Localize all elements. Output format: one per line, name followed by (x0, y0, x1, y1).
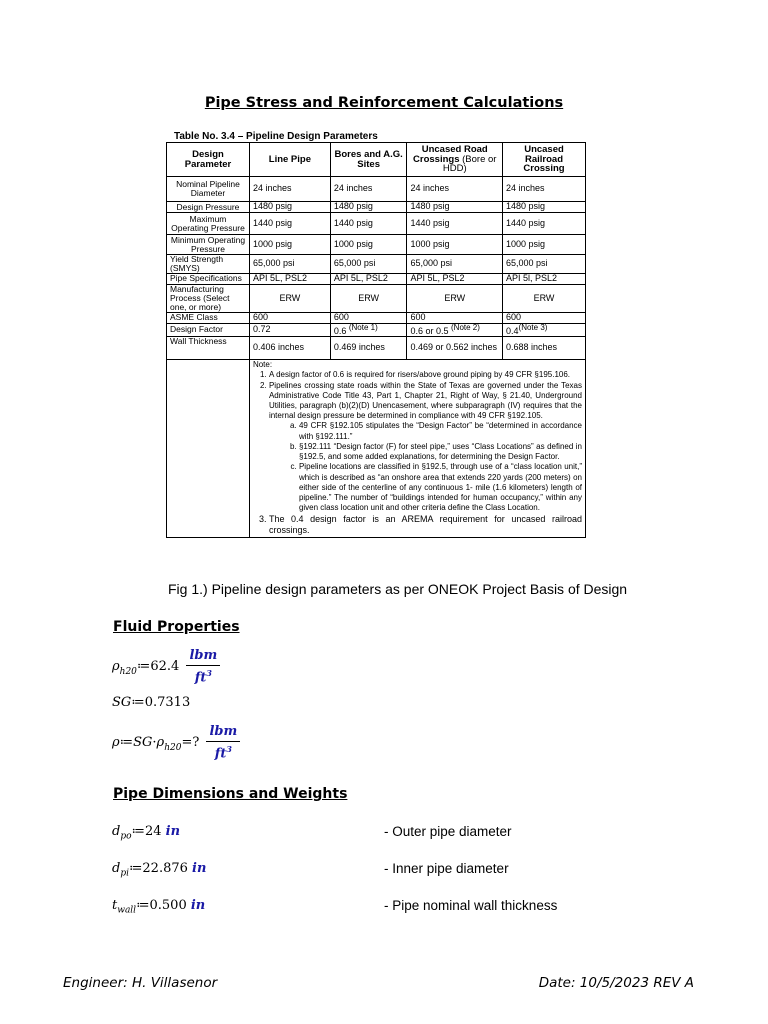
value-cell: ERW (407, 284, 503, 312)
value-cell: 65,000 psi (503, 255, 586, 274)
header-design-parameter: Design Parameter (167, 143, 250, 177)
value-cell: 1480 psig (407, 202, 503, 213)
rho-equation: $\rho≔SG\cdot\rho_{h20}=$? $\frac{\text{lbm}}{ft^3}$ (112, 724, 240, 761)
table-row (167, 235, 586, 255)
value-cell: 1440 psig (249, 213, 330, 235)
dpi-symbol: d (112, 861, 121, 876)
note-ref: (Note 2) (451, 322, 480, 332)
header-road-crossings (407, 143, 503, 177)
unit-lbm: lbm (206, 724, 240, 742)
table-row (167, 273, 586, 284)
value-cell: 1480 psig (330, 202, 407, 213)
dpo-equation: $d_{po}≔24$ in (112, 824, 181, 842)
note-item (269, 381, 582, 514)
footer-date: Date: 10/5/2023 REV A (538, 975, 694, 991)
density-unit (206, 724, 240, 761)
value-cell: 65,000 psi (249, 255, 330, 274)
value-cell: 24 inches (503, 177, 586, 202)
param-cell: Design Pressure (167, 202, 250, 213)
rho-h2o-value: 62.4 (150, 659, 180, 675)
value-cell: 0.469 or 0.562 inches (407, 337, 503, 360)
table-row (167, 337, 586, 360)
value-cell: 1440 psig (503, 213, 586, 235)
twall-equation: $t_{wall}≔0.500$ in (112, 898, 206, 916)
value-cell: API 5L, PSL2 (407, 273, 503, 284)
param-cell: Manufacturing Process (Select one, or more) (167, 284, 250, 312)
subnote-item: b. §192.111 “Design factor (F) for steel pipe,” uses “Class Locations” as defined in §192.5, and some added explanations, for determining the Design Factor. (299, 442, 582, 462)
twall-subscript: wall (117, 905, 137, 916)
header-road-label: Uncased Road Crossings (413, 143, 488, 165)
value-cell (407, 323, 503, 336)
notes-row (167, 360, 586, 538)
table-row (167, 177, 586, 202)
value-cell: 1480 psig (249, 202, 330, 213)
dpo-value: 24 (144, 824, 162, 839)
rho-h2o-equation: $\rho_{h20}≔62.4$ $\frac{\text{lbm}}{ft^3}$ (112, 648, 220, 685)
header-line-pipe: Line Pipe (249, 143, 330, 177)
value-cell: 24 inches (330, 177, 407, 202)
note-label: Note: (252, 360, 273, 370)
subnotes-list (269, 421, 582, 513)
table-caption: Table No. 3.4 – Pipeline Design Parameters (174, 131, 378, 142)
subnote-item: c. Pipeline locations are classified in §192.5, through use of a “class location unit,” which is described as “an onshore area that extends 220 yards (200 meters) on either side of the centerline of any continuous 1- mile (1.6 kilometers) length of pipeline.” The number of “buildings intended for human occupancy,” within any given class location unit and other criteria define the Class Location. (299, 462, 582, 513)
dpi-description: - Inner pipe diameter (384, 861, 509, 876)
unit-in: in (192, 861, 207, 876)
value-cell: 0.469 inches (330, 337, 407, 360)
dpi-equation: $d_{pi}≔22.876$ in (112, 861, 207, 879)
twall-description: - Pipe nominal wall thickness (384, 898, 558, 913)
value-cell: 600 (407, 312, 503, 323)
value-cell: API 5L, PSL2 (330, 273, 407, 284)
value-cell: 24 inches (407, 177, 503, 202)
value-cell: 0.72 (249, 323, 330, 336)
table-row (167, 213, 586, 235)
design-factor-value: 0.6 or 0.5 (410, 325, 449, 336)
design-parameters-table (166, 142, 586, 538)
value-cell (330, 323, 407, 336)
page-title: Pipe Stress and Reinforcement Calculations (204, 95, 564, 111)
notes-blank-cell (167, 360, 250, 538)
unit-in: in (165, 824, 181, 839)
param-cell: ASME Class (167, 312, 250, 323)
unit-in: in (190, 898, 206, 913)
footer-engineer: Engineer: H. Villasenor (63, 975, 218, 991)
subnote-item: a. 49 CFR §192.105 stipulates the “Design Factor” be “determined in accordance with §192.111.” (299, 421, 582, 441)
header-railroad: Uncased Railroad Crossing (503, 143, 586, 177)
note-item: 3. The 0.4 design factor is an AREMA requirement for uncased railroad crossings. (269, 514, 582, 537)
sg-equation: SG≔0.7313 (112, 695, 191, 710)
param-cell: Wall Thickness (167, 337, 250, 360)
param-cell: Maximum Operating Pressure (167, 213, 250, 235)
value-cell: 1000 psig (503, 235, 586, 255)
value-cell: 0.688 inches (503, 337, 586, 360)
unit-ft: ft (194, 670, 207, 686)
value-cell: 1000 psig (407, 235, 503, 255)
param-cell: Yield Strength (SMYS) (167, 255, 250, 274)
rho-result: ? (192, 735, 200, 751)
value-cell: 0.406 inches (249, 337, 330, 360)
twall-symbol: t (112, 898, 118, 913)
value-cell: API 5l, PSL2 (503, 273, 586, 284)
value-cell: 1440 psig (407, 213, 503, 235)
table-row (167, 255, 586, 274)
param-cell: Nominal Pipeline Diameter (167, 177, 250, 202)
value-cell: 600 (503, 312, 586, 323)
header-bores (330, 143, 407, 177)
value-cell: 1000 psig (330, 235, 407, 255)
value-cell: 1000 psig (249, 235, 330, 255)
notes-cell (249, 360, 585, 538)
figure-caption: Fig 1.) Pipeline design parameters as per ONEOK Project Basis of Design (168, 581, 628, 597)
value-cell: 1440 psig (330, 213, 407, 235)
value-cell: 24 inches (249, 177, 330, 202)
sg-value: 0.7313 (144, 695, 191, 710)
dpi-subscript: pi (120, 868, 129, 879)
design-factor-value: 0.6 (333, 325, 347, 336)
value-cell (503, 323, 586, 336)
unit-ft3: $ft^3$ (194, 668, 212, 686)
value-cell: ERW (249, 284, 330, 312)
note-item: 1. A design factor of 0.6 is required for risers/above ground piping by 49 CFR §195.106. (269, 370, 582, 380)
value-cell: 1480 psig (503, 202, 586, 213)
fluid-properties-heading: Fluid Properties (113, 619, 240, 635)
note-text: Pipelines crossing state roads within the State of Texas are governed under the Texas Administrative Code Title 43, Part 1, Chapter 21, Right of Way, § 21.40, Underground Utilities, paragraph (b)(2)(D) Unencasement, where subparagraph (IV) requires that the internal design pressure be determined in compliance with 49 CFR §192.105. (268, 380, 582, 421)
dpo-symbol: d (112, 824, 121, 839)
dpi-value: 22.876 (142, 861, 188, 876)
table-header-row (167, 143, 586, 177)
param-cell: Design Factor (167, 323, 250, 336)
param-cell: Minimum Operating Pressure (167, 235, 250, 255)
note-ref: (Note 1) (348, 322, 378, 332)
design-factor-value: 0.4 (506, 325, 519, 336)
table-row (167, 202, 586, 213)
value-cell: 65,000 psi (407, 255, 503, 274)
header-bores-label: Bores and A.G. Sites (334, 148, 403, 170)
table-row (167, 312, 586, 323)
notes-list (253, 370, 582, 536)
note-ref: (Note 3) (518, 322, 548, 332)
header-road-sub: (Bore or HDD) (442, 153, 497, 175)
value-cell: ERW (503, 284, 586, 312)
value-cell: 65,000 psi (330, 255, 407, 274)
density-unit (186, 648, 220, 685)
unit-lbm: lbm (186, 648, 220, 666)
dpo-description: - Outer pipe diameter (384, 824, 512, 839)
twall-value: 0.500 (149, 898, 187, 913)
value-cell: 600 (249, 312, 330, 323)
value-cell: ERW (330, 284, 407, 312)
table-row (167, 284, 586, 312)
param-cell: Pipe Specifications (167, 273, 250, 284)
table-row (167, 323, 586, 336)
unit-ft: ft (214, 746, 227, 762)
unit-ft3: $ft^3$ (214, 744, 232, 762)
value-cell: 600 (330, 312, 407, 323)
pipe-dimensions-heading: Pipe Dimensions and Weights (113, 786, 348, 802)
dpo-subscript: po (120, 831, 132, 842)
value-cell: API 5L, PSL2 (249, 273, 330, 284)
